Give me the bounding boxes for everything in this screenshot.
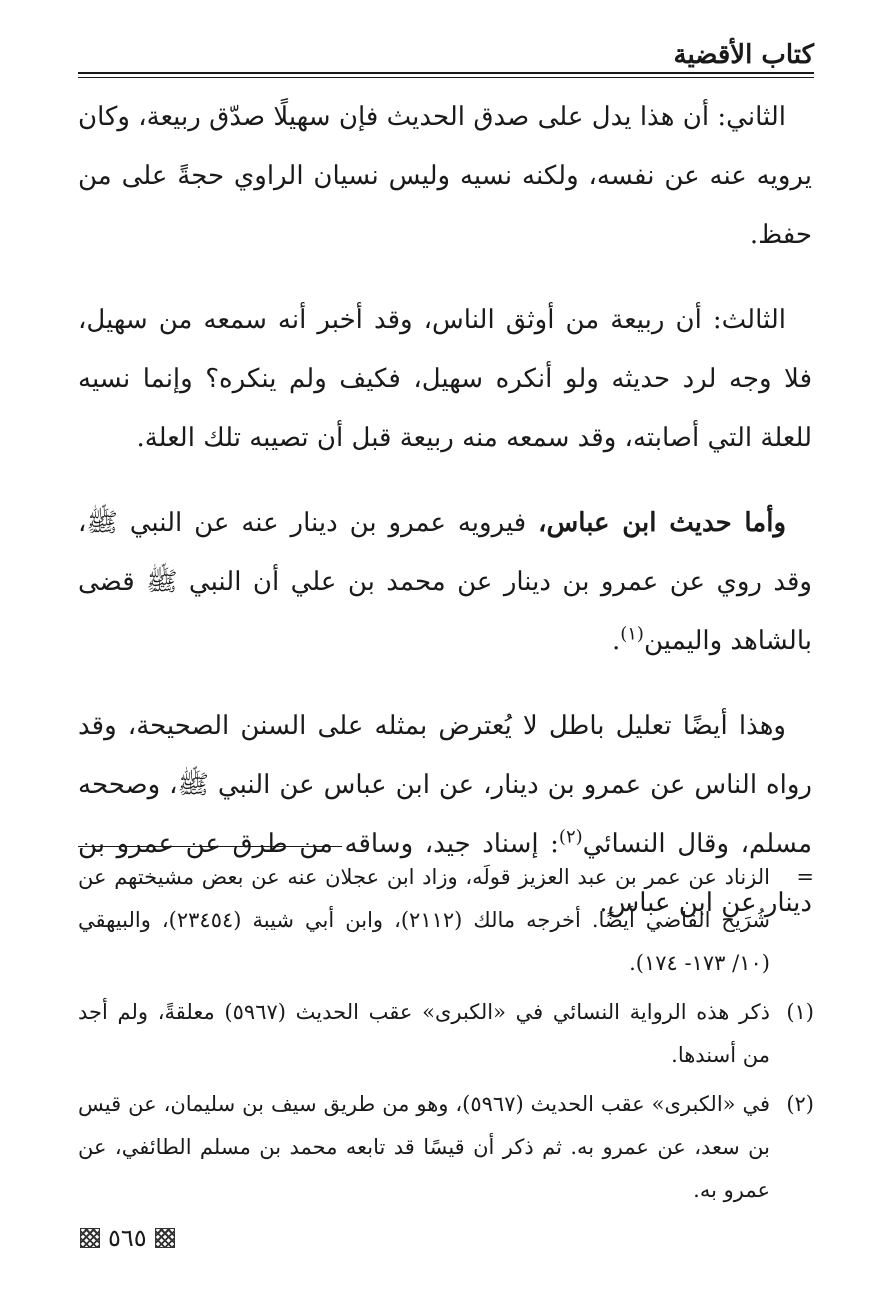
paragraph-third-point: الثالث: أن ربيعة من أوثق الناس، وقد أخبر أنه سمعه من سهيل، فلا وجه لرد حديثه ولو أنكره سهيل، فكيف ولم ينكره؟ وإنما نسيه للعلة التي أصابته، وقد سمعه منه ربيعة قبل أن تصيبه تلك العلة. bbox=[78, 305, 812, 453]
header-rule-thick bbox=[78, 72, 814, 74]
footnote-text: الزناد عن عمر بن عبد العزيز قولَه، وزاد ابن عجلان عنه عن بعض مشيختهم عن شُرَيح القاضي أيضًا. أخرجه مالك (٢١١٢)، وابن أبي شيبة (٢٣٤٥٤)، والبيهقي (١٠/ ١٧٣- ١٧٤). bbox=[78, 865, 771, 975]
book-title: كتاب الأقضية bbox=[673, 40, 814, 70]
header-rule-thin bbox=[78, 77, 814, 78]
footnotes bbox=[78, 856, 814, 1218]
footnote-ref-1[interactable]: (١) bbox=[620, 623, 644, 645]
footnote-marker: (١) bbox=[786, 1000, 814, 1024]
footnote-text: في «الكبرى» عقب الحديث (٥٩٦٧)، وهو من طريق سيف بن سليمان، عن قيس بن سعد، عن عمرو به. ثم ذكر أن قيسًا قد تابعه محمد بن مسلم الطائفي، عن عمرو به. bbox=[78, 1092, 770, 1202]
refutation-text-a: وهذا أيضًا تعليل باطل لا يُعترض بمثله على السنن الصحيحة، وقد رواه الناس عن عمرو بن دينار، عن ابن عباس عن النبي ﷺ، وصححه مسلم، وقال النسائي bbox=[78, 711, 812, 859]
footnote-1 bbox=[78, 991, 814, 1077]
ibn-abbas-text: فيرويه عمرو بن دينار عنه عن النبي ﷺ، وقد روي عن عمرو بن دينار عن محمد بن علي أن النبي ﷺ قضى بالشاهد واليمين bbox=[78, 508, 812, 656]
ibn-abbas-end: . bbox=[611, 626, 621, 656]
ornament-icon bbox=[80, 1228, 100, 1248]
ibn-abbas-heading: وأما حديث ابن عباس، bbox=[538, 508, 786, 538]
main-text bbox=[78, 88, 812, 933]
page-number: ٥٦٥ bbox=[108, 1224, 147, 1252]
paragraph-second-point: الثاني: أن هذا يدل على صدق الحديث فإن سهيلًا صدّق ربيعة، وكان يرويه عنه عن نفسه، ولكنه نسيه وليس نسيان الراوي حجةً على من حفظ. bbox=[78, 102, 812, 250]
footnote-text: ذكر هذه الرواية النسائي في «الكبرى» عقب الحديث (٥٩٦٧) معلقةً، ولم أجد من أسندها. bbox=[78, 1000, 770, 1067]
refutation-text-b: : إسناد جيد، وساقه من طرق عن عمرو بن دينار عن ابن عباس. bbox=[78, 829, 812, 918]
footnote-ref-2[interactable]: (٢) bbox=[558, 826, 583, 848]
page-number-block bbox=[80, 1223, 175, 1253]
footnote-marker: (٢) bbox=[786, 1092, 814, 1116]
footnote-continued bbox=[78, 856, 814, 985]
footnote-2 bbox=[78, 1083, 814, 1212]
footnote-marker: = bbox=[796, 865, 814, 889]
running-header bbox=[78, 40, 814, 70]
paragraph-ibn-abbas bbox=[78, 494, 812, 671]
ornament-icon bbox=[155, 1228, 175, 1248]
footnote-separator bbox=[78, 846, 342, 847]
